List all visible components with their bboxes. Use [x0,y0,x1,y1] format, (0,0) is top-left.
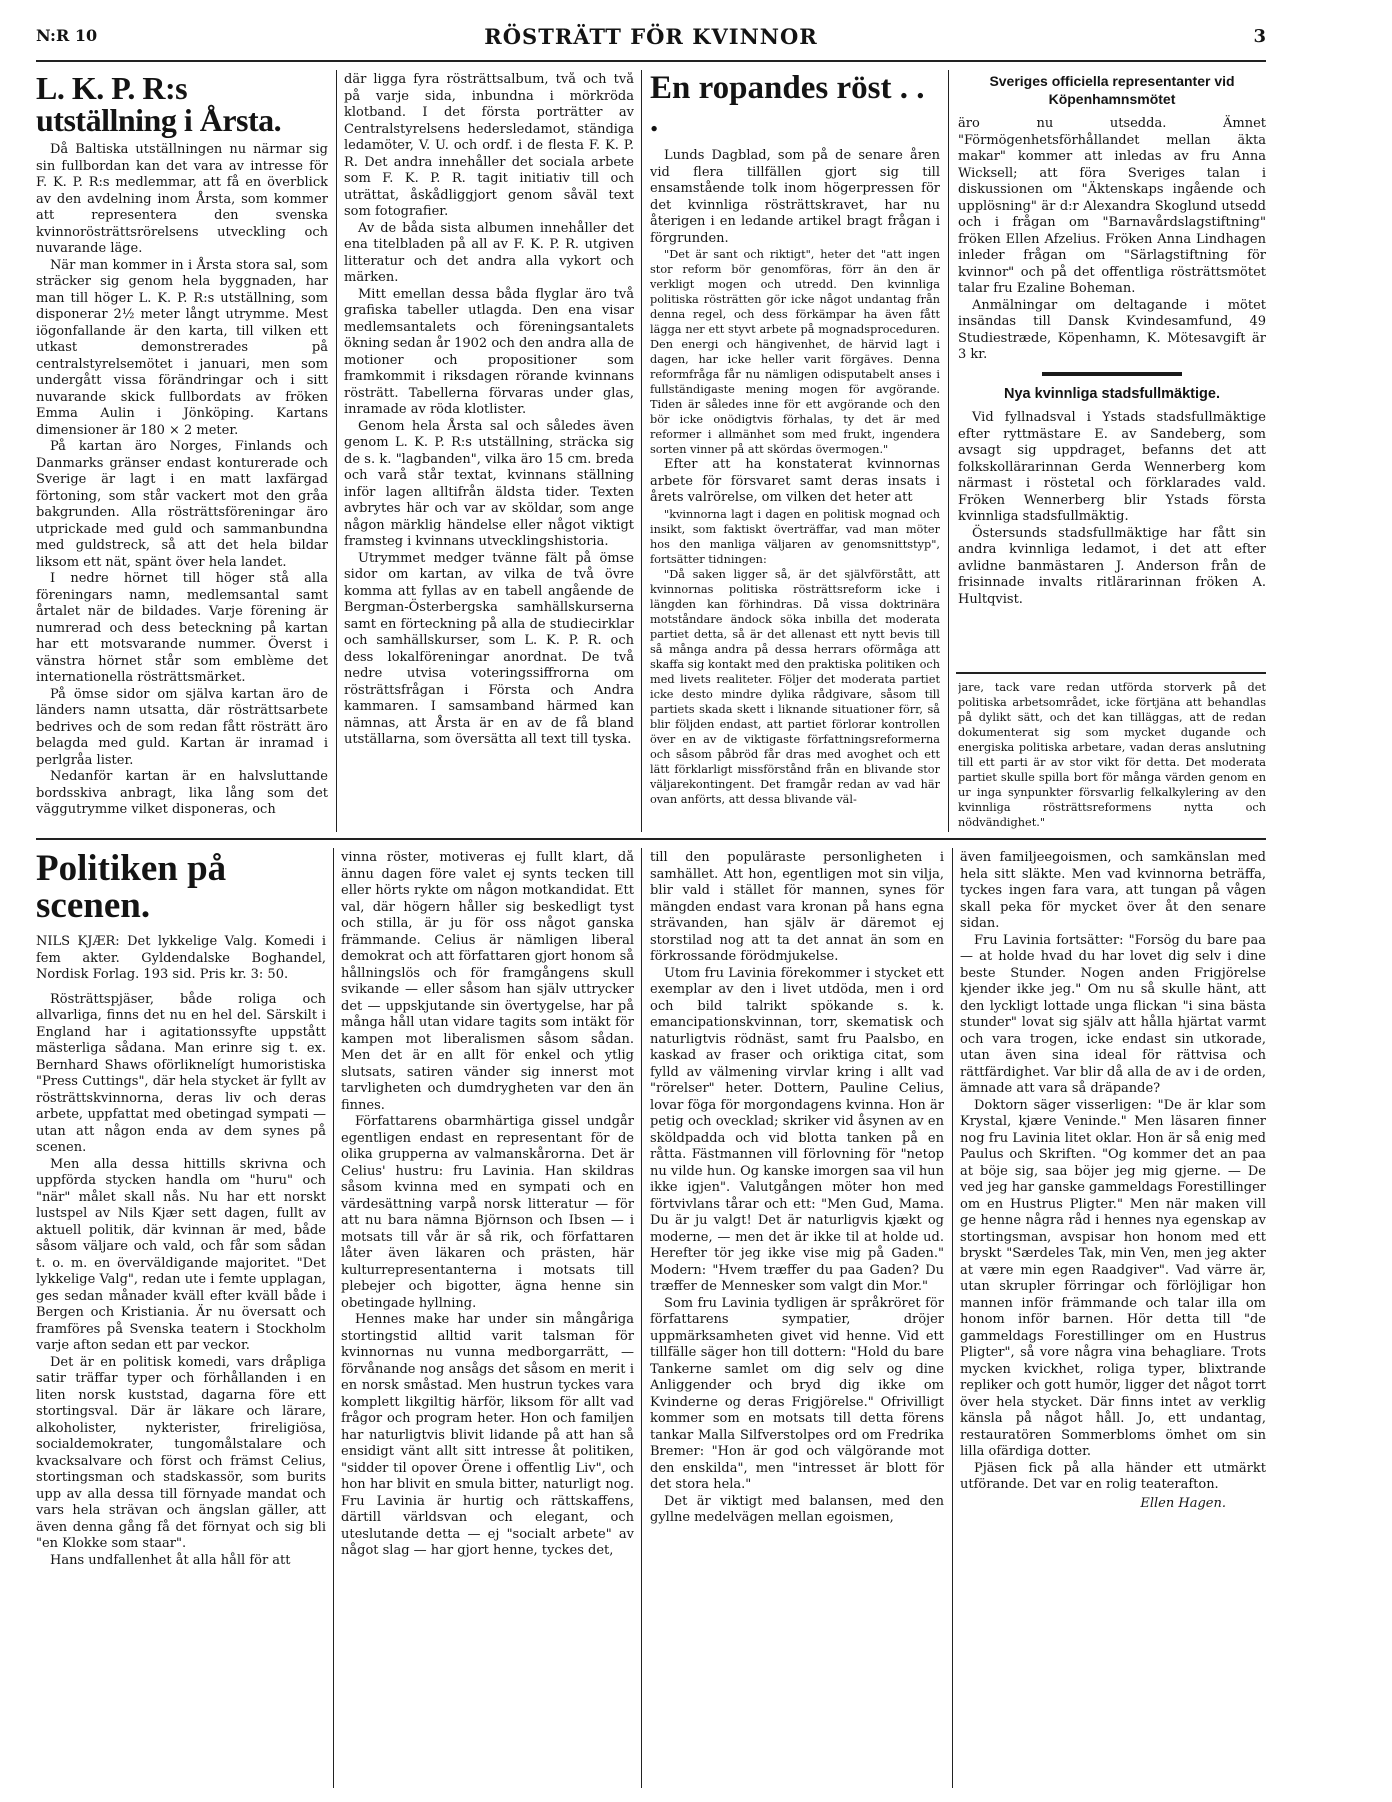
paragraph: Vid fyllnadsval i Ystads stadsfullmäktige efter ryttmästare E. av Sandeberg, som avsagt sig uppdraget, befanns det att folkskollärarinnan Gerda Wennerberg kom närmast i röstetal och förklarades vald. Fröken Wennerberg blir Ystads första kvinnliga stadsfullmäktig. [958,410,1266,524]
article-sverige [958,72,1266,670]
paragraph: Som fru Lavinia tydligen är språkröret för författarens sympatier, dröjer uppmärksamheten givet vid henne. Vid ett tillfälle säger hon till dottern: "Hold du bare Tankerne samlet om dig selv og dine Anliggender och bryd dig ikke om Kvinderne og deras Frigjörelse." Ofrivilligt kommer som en motsats till detta förens tankar Malla Silfverstolpes ord om Fredrika Bremer: "Hon är god och välgörande mot den enskilda", men "intresset är blott för det stora hela." [650,1295,944,1492]
column-divider [333,848,334,1788]
article-politiken-col1 [36,850,326,1790]
column-divider [641,70,642,832]
page-number: 3 [1253,26,1266,47]
column-divider [641,848,642,1788]
quote-paragraph: jare, tack vare redan utförda storverk på det politiska arbetsområdet, icke förtjäna att behandlas på dylikt sätt, och det kan tilläggas, att de redan dokumenterat sig som mycket dugande och energiska politiska arbetare, vadan deras anslutning till ett parti är av stor vikt för detta. Det moderata partiet skulle spilla bort för många värden genom en ur inga synpunkter försvarlig felkalkylering av den kvinnliga rösträttsreformens nytta och nödvändighet." [958,681,1266,829]
headline-stadsfull: Nya kvinnliga stadsfullmäktige. [1004,385,1220,402]
edition-number: N:R 10 [36,26,98,45]
article-politiken-col2 [341,850,634,1790]
paragraph: till den populäraste personligheten i samhället. Att hon, egentligen mot sin vilja, blir vald i stället för mannen, synes för mängden endast vara kronan på hans egna strävanden, han själv är däremot ej storstilad nog att ta det annat än som en förkrossande förödmjukelse. [650,850,944,964]
paragraph: Anmälningar om deltagande i mötet insändas till Dansk Kvindesamfund, 49 Studiestræde, Köpenhamn, K. Mötesavgift är 3 kr. [958,297,1266,362]
paragraph: På kartan äro Norges, Finlands och Danmarks gränser endast konturerade och Sverige är lagt i en matt laxfärgad förtoning, som står vackert mot den gråa bakgrunden. Alla rösträttsföreningar äro utprickade med guld och sammanbundna med guldstreck, så att det hela bildar liksom ett nät, spänt över hela landet. [36,439,328,570]
headline-utstallning: L. K. P. R:s utställning i Årsta. [36,72,282,138]
paragraph: I nedre hörnet till höger stå alla föreningars namn, medlemsantal samt årtalet när de bildades. Varje förening är numrerad och dess beteckning på kartan har ett motsvarande nummer. Överst i vänstra hörnet står som emblème det internationella rösträttsmärket. [36,571,328,685]
paragraph: Utom fru Lavinia förekommer i stycket ett exemplar av den i livet utdöda, men i ord och bild talrikt spökande s. k. emancipationskvinnan, torr, skematisk och naturligtvis rödnäst, samt fru Paalsbo, en kaskad av fraser och oriktiga citat, som fylld av välmening virvlar kring i allt vad "rörelser" heter. Dottern, Pauline Celius, lovar föga för morgondagens kvinna. Hon är petig och ovecklad; skriker vid åsynen av en sköldpadda och vid blotta tanken på en råtta. Fästmannen vill förlovning för "netop nu vilde hun. Og kanske imorgen saa vil hun ikke igjen". Valutgången möter hon med förtvivlans tårar och ett: "Men Gud, Mama. Du är ju valgt! Det är naturligvis kjækt og moderne, — men det är ikke til at holde ud. Herefter tör jeg ikke vise mig på Gaden." Modern: "Hvem træffer du paa Gaden? Du træffer de Mennesker som valgt din Mor." [650,965,944,1294]
paragraph: Lunds Dagblad, som på de senare åren vid flera tillfällen gjort sig till ensamstående tolk inom högerpressen för det kvinnliga rösträttskravet, har nu återigen i en ledande artikel bragt frågan i förgrunden. [650,148,940,246]
headline-ropandes: En ropandes röst . . . [650,72,925,139]
paragraph: Av de båda sista albumen innehåller det ena titelbladen på all av F. K. P. R. utgiven litteratur och det andra alla vykort och märken. [344,220,634,285]
paragraph: Doktorn säger visserligen: "De är klar som Krystal, kjære Veninde." Men läsaren finner nog fru Lavinia litet oklar. Hon är så enig med Paulus och Skriften. "Og kommer det an paa at böje sig, saa böjer jeg mig gjerne. — De ved jeg har ganske gammeldags Forestillinger om en Hustrus Pligter." Men när maken vill ge henne några råd i hennes nya egenskap av stortingsman, avspisar hon honom med ett bryskt "Særdeles Tak, min Ven, men jeg akter at være min egen Raadgiver". Vad värre är, utan skrupler förringar och förlöjligar hon mannen inför främmande och talar illa om honom inför barnen. Hör detta till "de gammeldags Forestillinger om en Hustrus Pligter", så vore några vina behagliare. Trots mycken kvickhet, roliga typer, blixtrande repliker och gott humör, ligger det något torrt över hela stycket. Där finns intet av verklig känsla på något håll. Jo, ett undantag, restauratören Sommerbloms ömhet om sin lilla ofärdiga dotter. [960,1097,1266,1459]
column-divider [952,848,953,1788]
paragraph: Östersunds stadsfullmäktige har fått sin andra kvinnliga ledamot, i det att efter avlidne banmästaren J. Anderson från de frisinnade invalts ritlärarinnan fröken A. Hultqvist. [958,525,1266,607]
paragraph: Pjäsen fick på alla händer ett utmärkt utförande. Det var en rolig teaterafton. [960,1460,1266,1492]
quote-paragraph: "kvinnorna lagt i dagen en politisk mognad och insikt, som faktiskt överträffar, vad man möter hos den manliga väljaren av genomsnittstyp", fortsätter tidningen: [650,507,940,566]
paragraph: Författarens obarmhärtiga gissel undgår egentligen endast en representant för de olika grupperna av valmanskårorna. Det är Celius' hustru: fru Lavinia. Han skildras såsom kvinna med en sympati och en värdesättning varpå norsk litteratur — för att nu bara nämna Björnson och Ibsen — i motsats till vår är så rik, och författaren låter även läkaren och prästen, här kulturrepresentanterna i motsats till plebejer och bigotter, ägna henne sin obetingade hyllning. [341,1114,634,1311]
paragraph: På ömse sidor om själva kartan äro de länders namn utsatta, där rösträttsarbete bedrives och de som redan fått rösträtt äro belagda med guld. Kartan är inramad i perlgråa lister. [36,686,328,768]
paragraph: Mitt emellan dessa båda flyglar äro två grafiska tabeller utlagda. Den ena visar medlemsantalets och föreningsantalets ökning sedan år 1902 och den andra alla de motioner och propositioner som framkommit i riksdagen rörande kvinnans rösträtt. Tabellerna förvaras under glas, inramade av röda klotlister. [344,286,634,417]
article-politiken-col4 [960,850,1266,1790]
newspaper-title: RÖSTRÄTT FÖR KVINNOR [484,24,818,49]
quote-paragraph: "Då saken ligger så, är det självförstått, att kvinnornas politiska rösträttsreform icke i längden kan förhindras. Då vissa doktrinära motståndare ändock söka inbilla det moderata partiet detta, så är det allenast ett nytt bevis till så många andra på dessa herrars oförmåga att skaffa sig kontakt med den praktiska politiken och med livets realiteter. Följer det moderata partiet icke desto mindre dylika rådgivare, såsom till partiets skada skett i liknande situationer förr, så blir följden endast, att partiet förlorar kontrollen över en av de viktigaste författningsreformerna och såsom påbröd får dras med avoghet och ett lätt förklarligt missförstånd från en blivande stor väljarekontingent. Det framgår redan av vad här ovan anförts, att dessa blivande väl- [650,567,940,806]
column-divider [336,70,337,832]
section-divider [36,838,1266,840]
paragraph: Fru Lavinia fortsätter: "Forsög du bare paa — at holde hvad du har lovet dig selv i dine beste Stunder. Nogen anden Frigjörelse kjender ikke jeg." Om nu så skulle hänt, att den lyckligt lottade unga flickan "i sina bästa stunder" lovat sig själv att hålla hjärtat varmt och vara trogen, icke endast sin utkorade, utan även sina ideal för rättvisa och rättfärdighet. Var blir då alla de av i de orden, ämnade att vara så dräpande? [960,932,1266,1096]
quote-paragraph: "Det är sant och riktigt", heter det "att ingen stor reform bör genomföras, förr än den är verkligt mogen och utredd. Den kvinnliga politiska rösträtten gör icke något undantag från denna regel, och dess förkämpar ha även fått lägga ner ett styvt arbete på mognadsproceduren. Den energi och hängivenhet, de härvid lagt i dagen, har icke heller varit förgäves. Denna reformfråga får nu nämligen odisputabelt anses i fullständigaste mening mogen för avgörande. Tiden är således inne för ett avgörande och den bör icke onödigtvis förhalas, ty det är med reformer i allmänhet som med frukt, ingendera sorten vinner på att skördas övermogen." [650,248,940,456]
paragraph: Men alla dessa hittills skrivna och uppförda stycken handla om "huru" och "när" målet skall nås. Nu har ett norskt lustspel av Nils Kjær sett dagen, fullt av aktuell politik, där kvinnan är med, både såsom väljare och vald, och får som sådan t. o. m. en överväldigande majoritet. "Det lykkelige Valg", redan ute i femte upplagan, ges sedan månader kväll efter kväll både i Bergen och Kristiania. Är nu översatt och framföres på Svenska teatern i Stockholm varje afton sedan ett par veckor. [36,1156,326,1353]
article-utstallning-col2 [344,72,634,832]
article-utstallning-col1 [36,72,328,832]
paragraph: När man kommer in i Årsta stora sal, som sträcker sig genom hela byggnaden, har man till höger L. K. P. R:s utställning, som disponerar 2½ meter långt utrymme. Mest iögonfallande är den karta, till vilken ett utkast demonstrerades på centralstyrelsemötet i januari, men som undergått vissa förändringar och i sitt nuvarande skick fullbordats av fröken Emma Aulin i Jönköping. Kartans dimensioner är 180 × 2 meter. [36,257,328,438]
section-divider [956,672,1266,674]
headline-sverige: Sveriges officiella representanter vid Köpenhamnsmötet [989,73,1235,107]
paragraph: Hans undfallenhet åt alla håll för att [50,1552,291,1568]
paragraph: Då Baltiska utställningen nu närmar sig sin fullbordan kan det vara av intresse för F. K. P. R:s medlemmar, att få en överblick av den avdelning inom Årsta, som kommer att representera den svenska kvinnorösträttsrörelsens utveckling och nuvarande läge. [36,142,328,256]
paragraph: även familjeegoismen, och samkänslan med hela sitt släkte. Men vad kvinnorna beträffa, tyckes ingen fara vara, att tungan på vågen skall peka för mycket över åt den senare sidan. [960,850,1266,931]
headline-politiken: Politiken på scenen. [36,850,227,926]
paragraph: Utrymmet medger tvänne fält på ömse sidor om kartan, av vilka de två övre komma att fyllas av en tabell angående de Bergman-Österbergska samhällskurserna samt en förteckning på alla de studiecirklar och samhällskurser, som L. K. P. R. och dess lokalföreningar anordnat. De två nedre utvisa voteringssiffrorna om rösträttsfrågan i Första och Andra kammaren. I samsamband härmed kan nämnas, att Årsta är en av de få bland utställarna, som översätta all text till tyska. [344,550,634,747]
separator-bar [1042,372,1182,376]
paragraph: vinna röster, motiveras ej fullt klart, då ännu dagen före valet ej synts tecken till eller hörts rykte om någon motkandidat. Ett val, där högern håller sig beskedligt tyst och stilla, är ju för oss något ganska främmande. Celius är nämligen liberal demokrat och att författaren gjort honom så hållningslös och för framgångens skull svikande — eller såsom han själv uttrycker det — uppskjutande sin övertygelse, har på många håll utan vidare tagits som intäkt för kampen mot liberalismen såsom sådan. Men det är en allt för enkel och ytlig slutsats, satiren vänder sig innerst mot tarvligheten och dumdrygheten var den än finnes. [341,850,634,1113]
paragraph: Efter att ha konstaterat kvinnornas arbete för försvaret samt deras insats i årets valrörelse, om vilken det heter att [650,457,940,505]
masthead [36,24,1266,60]
author-signature: Ellen Hagen. [1140,1495,1226,1511]
article-ropandes-continued [958,680,1266,832]
paragraph: Rösträttspjäser, både roliga och allvarliga, finns det nu en hel del. Särskilt i England har i agitationssyfte uppstått mästerliga sådana. Man erinre sig t. ex. Bernhard Shaws oförliknelígt humoristiska "Press Cuttings", där hela stycket är fyllt av rösträttskvinnorna, deras liv och deras arbete, uppfattat med obetingad sympati — utan att någon enda av dem synes på scenen. [36,991,326,1155]
book-info: NILS KJÆR: Det lykkelige Valg. Komedi i fem akter. Gyldendalske Boghandel, Nordisk Forlag. 193 sid. Pris kr. 3: 50. [36,934,326,982]
paragraph: Hennes make har under sin mångåriga stortingstid alltid varit talsman för kvinnornas nu vunna medborgarrätt, — förvånande nog ansågs det såsom en merit i en norsk småstad. Men hustrun tyckes vara komplett likgiltig härför, liksom för allt vad frågor och program heter. Hon och familjen har naturligtvis blivit lidande på att han så ensidigt vänt allt sitt intresse åt politiken, "sidder til opover Örene i offentlig Liv", och hon har blivit en smula bitter, naturligt nog. Fru Lavinia är hurtig och rättskaffens, därtill världsvan och elegant, och uteslutande detta — ej "socialt arbete" av något slag — har gjort henne, tyckes det, [341,1312,634,1558]
paragraph: Genom hela Årsta sal och således även genom L. K. P. R:s utställning, sträcka sig de s. k. "lagbanden", vilka äro 15 cm. breda och varå står textat, kvinnans ställning inför lagen alltifrån äldsta tider. Texten avbrytes här och var av sköldar, som ange någon märklig händelse eller något viktigt framsteg i kvinnans utvecklingshistoria. [344,418,634,549]
column-divider [948,70,949,832]
article-politiken-col3 [650,850,944,1790]
paragraph: Det är en politisk komedi, vars dråpliga satir träffar typer och förhållanden i en liten norsk kuststad, dagarna före ett stortingsval. Där är läkare och lärare, alkoholister, nykterister, frireligiösa, socialdemokrater, tungomålstalare och kvacksalvare och först och främst Celius, stortingsman och stadskassör, som burits upp av alla dessa till förnyade mandat och vars hela strävan och ängslan gäller, att även denna gång få det förnyat och sig bli "en Klokke som staar". [36,1354,326,1551]
paragraph: Det är viktigt med balansen, med den gyllne medelvägen mellan egoismen, [650,1493,944,1525]
paragraph: äro nu utsedda. Ämnet "Förmögenhetsförhållandet mellan äkta makar" kommer att inledas av fru Anna Wicksell; att föra Sveriges talan i diskussionen om "Äktenskaps ingående och upplösning" är d:r Alexandra Skoglund utsedd och i frågan om "Barnavårdslagstiftning" fröken Ellen Afzelius. Fröken Anna Lindhagen inleder frågan om "Särlagstiftning för kvinnor" och på det offentliga rösträttsmötet talar fru Ezaline Boheman. [958,116,1266,296]
masthead-rule [36,60,1266,62]
article-ropandes [650,72,940,832]
paragraph: Nedanför kartan är en halvsluttande bordsskiva anbragt, lika lång som det väggutrymme vilket disponeras, och [36,769,328,817]
paragraph: där ligga fyra rösträttsalbum, två och två på varje sida, inbundna i mörkröda klotband. I det första porträtter av Centralstyrelsens hedersledamot, ständiga ledamöter, V. U. och ordf. i de flesta F. K. P. R. Det andra innehåller det sociala arbete som F. K. P. R. tagit initiativ till och uträttat, åskådliggjort genom såväl text som fotografier. [344,72,634,219]
